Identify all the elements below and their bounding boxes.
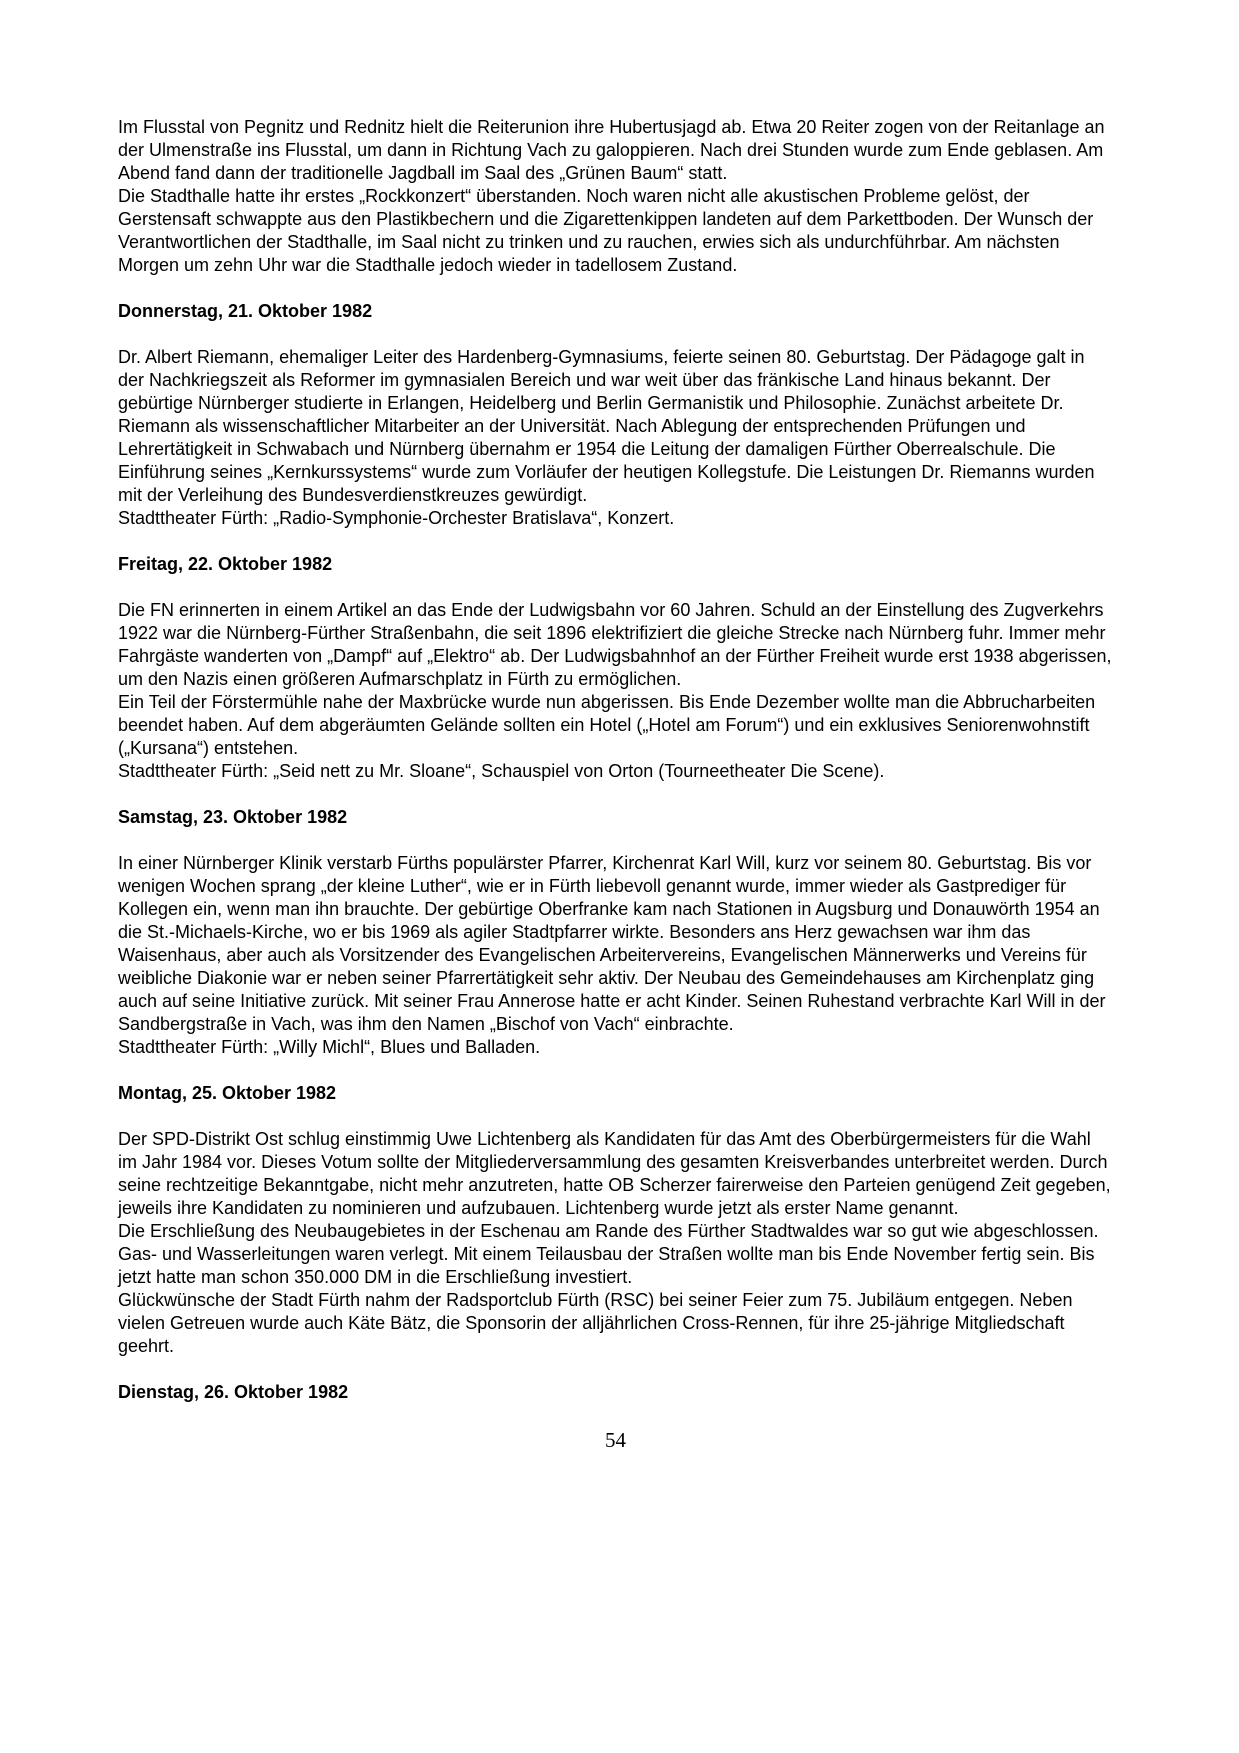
date-heading: Samstag, 23. Oktober 1982 (118, 807, 348, 827)
date-heading: Montag, 25. Oktober 1982 (118, 1083, 337, 1103)
date-heading: Donnerstag, 21. Oktober 1982 (118, 301, 373, 321)
paragraph: Stadttheater Fürth: „Radio-Symphonie-Orchester Bratislava“, Konzert. (118, 508, 675, 528)
date-heading: Dienstag, 26. Oktober 1982 (118, 1382, 349, 1402)
chronicle-text-body (118, 116, 1113, 1404)
paragraph: Die Stadthalle hatte ihr erstes „Rockkonzert“ überstanden. Noch waren nicht alle akustischen Probleme gelöst, der Gerstensaft schwappte aus den Plastikbechern und die Zigarettenkippen landeten auf dem Parkettboden. Der Wunsch der Verantwortlichen der Stadthalle, im Saal nicht zu trinken und zu rauchen, erwies sich als undurchführbar. Am nächsten Morgen um zehn Uhr war die Stadthalle jedoch wieder in tadellosem Zustand. (118, 186, 1094, 275)
paragraph: Die Erschließung des Neubaugebietes in der Eschenau am Rande des Fürther Stadtwaldes war so gut wie abgeschlossen. Gas- und Wasserleitungen waren verlegt. Mit einem Teilausbau der Straßen wollte man bis Ende November fertig sein. Bis jetzt hatte man schon 350.000 DM in die Erschließung investiert. (118, 1221, 1099, 1287)
date-heading: Freitag, 22. Oktober 1982 (118, 554, 333, 574)
paragraph: Dr. Albert Riemann, ehemaliger Leiter des Hardenberg-Gymnasiums, feierte seinen 80. Geburtstag. Der Pädagoge galt in der Nachkriegszeit als Reformer im gymnasialen Bereich und war weit über das fränkische Land hinaus bekannt. Der gebürtige Nürnberger studierte in Erlangen, Heidelberg und Berlin Germanistik und Philosophie. Zunächst arbeitete Dr. Riemann als wissenschaftlicher Mitarbeiter an der Universität. Nach Ablegung der entsprechenden Prüfungen und Lehrertätigkeit in Schwabach und Nürnberg übernahm er 1954 die Leitung der damaligen Fürther Oberrealschule. Die Einführung seines „Kernkurssystems“ wurde zum Vorläufer der heutigen Kollegstufe. Die Leistungen Dr. Riemanns wurden mit der Verleihung des Bundesverdienstkreuzes gewürdigt. (118, 347, 1095, 505)
paragraph: Im Flusstal von Pegnitz und Rednitz hielt die Reiterunion ihre Hubertusjagd ab. Etwa 20 Reiter zogen von der Reitanlage an der Ulmenstraße ins Flusstal, um dann in Richtung Vach zu galoppieren. Nach drei Stunden wurde zum Ende geblasen. Am Abend fand dann der traditionelle Jagdball im Saal des „Grünen Baum“ statt. (118, 117, 1105, 183)
paragraph: In einer Nürnberger Klinik verstarb Fürths populärster Pfarrer, Kirchenrat Karl Will, kurz vor seinem 80. Geburtstag. Bis vor wenigen Wochen sprang „der kleine Luther“, wie er in Fürth liebevoll genannt wurde, immer wieder als Gastprediger für Kollegen ein, wenn man ihn brauchte. Der gebürtige Oberfranke kam nach Stationen in Augsburg und Donauwörth 1954 an die St.-Michaels-Kirche, wo er bis 1969 als agiler Stadtpfarrer wirkte. Besonders ans Herz gewachsen war ihm das Waisenhaus, aber auch als Vorsitzender des Evangelischen Arbeitervereins, Evangelischen Männerwerks und Vereins für weibliche Diakonie war er neben seiner Pfarrertätigkeit sehr aktiv. Der Neubau des Gemeindehauses am Kirchenplatz ging auch auf seine Initiative zurück. Mit seiner Frau Annerose hatte er acht Kinder. Seinen Ruhestand verbrachte Karl Will in der Sandbergstraße in Vach, was ihm den Namen „Bischof von Vach“ einbrachte. (118, 853, 1106, 1034)
paragraph: Ein Teil der Förstermühle nahe der Maxbrücke wurde nun abgerissen. Bis Ende Dezember wollte man die Abbrucharbeiten beendet haben. Auf dem abgeräumten Gelände sollten ein Hotel („Hotel am Forum“) und ein exklusives Seniorenwohnstift („Kursana“) entstehen. (118, 692, 1096, 758)
paragraph: Stadttheater Fürth: „Willy Michl“, Blues und Balladen. (118, 1037, 541, 1057)
paragraph: Die FN erinnerten in einem Artikel an das Ende der Ludwigsbahn vor 60 Jahren. Schuld an der Einstellung des Zugverkehrs 1922 war die Nürnberg-Fürther Straßenbahn, die seit 1896 elektrifiziert die gleiche Strecke nach Nürnberg fuhr. Immer mehr Fahrgäste wanderten von „Dampf“ auf „Elektro“ ab. Der Ludwigsbahnhof an der Fürther Freiheit wurde erst 1938 abgerissen, um den Nazis einen größeren Aufmarschplatz in Fürth zu ermöglichen. (118, 600, 1112, 689)
paragraph: Glückwünsche der Stadt Fürth nahm der Radsportclub Fürth (RSC) bei seiner Feier zum 75. Jubiläum entgegen. Neben vielen Getreuen wurde auch Käte Bätz, die Sponsorin der alljährlichen Cross-Rennen, für ihre 25-jährige Mitgliedschaft geehrt. (118, 1290, 1073, 1356)
paragraph: Stadttheater Fürth: „Seid nett zu Mr. Sloane“, Schauspiel von Orton (Tourneetheater Die Scene). (118, 761, 885, 781)
page-number: 54 (605, 1428, 626, 1452)
paragraph: Der SPD-Distrikt Ost schlug einstimmig Uwe Lichtenberg als Kandidaten für das Amt des Oberbürgermeisters für die Wahl im Jahr 1984 vor. Dieses Votum sollte der Mitgliederversammlung des gesamten Kreisverbandes unterbreitet werden. Durch seine rechtzeitige Bekanntgabe, nicht mehr anzutreten, hatte OB Scherzer fairerweise den Parteien genügend Zeit gegeben, jeweils ihre Kandidaten zu nominieren und aufzubauen. Lichtenberg wurde jetzt als erster Name genannt. (118, 1129, 1111, 1218)
